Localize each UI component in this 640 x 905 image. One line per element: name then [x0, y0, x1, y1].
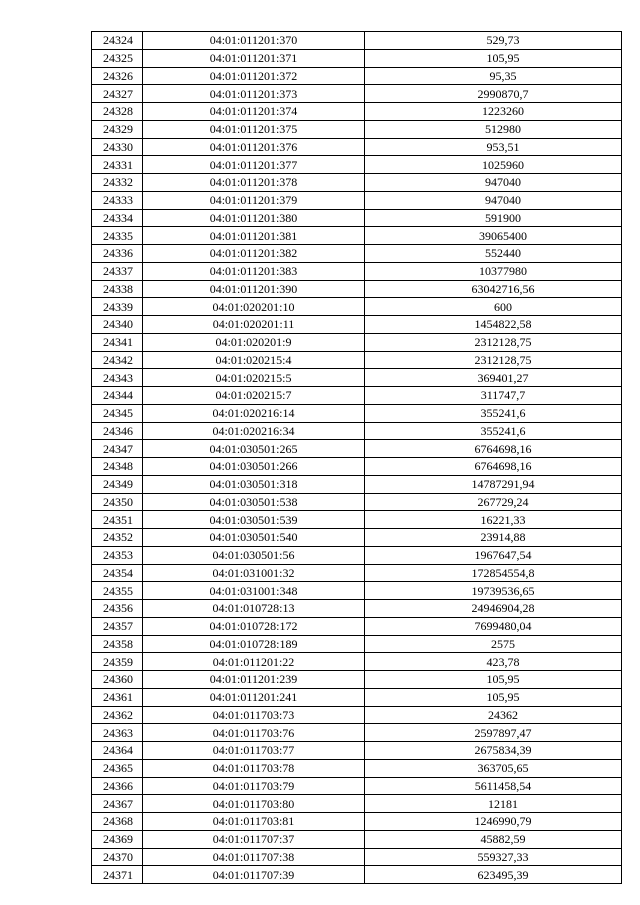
cadastral-number-cell: 04:01:030501:56	[143, 546, 365, 564]
cadastral-number-cell: 04:01:020215:4	[143, 351, 365, 369]
table-row	[92, 458, 622, 476]
row-number-cell: 24360	[92, 671, 143, 689]
row-number-cell: 24325	[92, 49, 143, 67]
value-cell: 1967647,54	[365, 546, 622, 564]
row-number-cell: 24356	[92, 600, 143, 618]
table-row	[92, 688, 622, 706]
row-number-cell: 24327	[92, 85, 143, 103]
row-number-cell: 24358	[92, 635, 143, 653]
table-row	[92, 440, 622, 458]
row-number-cell: 24338	[92, 280, 143, 298]
value-cell: 95,35	[365, 67, 622, 85]
cadastral-number-cell: 04:01:011201:372	[143, 67, 365, 85]
table-body	[92, 32, 622, 884]
table-row	[92, 103, 622, 121]
table-row	[92, 813, 622, 831]
table-row	[92, 635, 622, 653]
row-number-cell: 24336	[92, 245, 143, 263]
row-number-cell: 24368	[92, 813, 143, 831]
value-cell: 24362	[365, 706, 622, 724]
value-cell: 6764698,16	[365, 440, 622, 458]
table-row	[92, 493, 622, 511]
row-number-cell: 24365	[92, 759, 143, 777]
row-number-cell: 24369	[92, 830, 143, 848]
cadastral-number-cell: 04:01:020201:11	[143, 316, 365, 334]
value-cell: 311747,7	[365, 387, 622, 405]
cadastral-number-cell: 04:01:020201:9	[143, 333, 365, 351]
table-row	[92, 138, 622, 156]
cadastral-number-cell: 04:01:011201:371	[143, 49, 365, 67]
cadastral-number-cell: 04:01:011201:390	[143, 280, 365, 298]
cadastral-number-cell: 04:01:011201:22	[143, 653, 365, 671]
value-cell: 2597897,47	[365, 724, 622, 742]
cadastral-number-cell: 04:01:020215:7	[143, 387, 365, 405]
cadastral-number-cell: 04:01:011201:374	[143, 103, 365, 121]
row-number-cell: 24330	[92, 138, 143, 156]
cadastral-number-cell: 04:01:011703:81	[143, 813, 365, 831]
value-cell: 23914,88	[365, 529, 622, 547]
table-row	[92, 546, 622, 564]
table-row	[92, 777, 622, 795]
row-number-cell: 24361	[92, 688, 143, 706]
table-row	[92, 404, 622, 422]
value-cell: 369401,27	[365, 369, 622, 387]
cadastral-number-cell: 04:01:030501:540	[143, 529, 365, 547]
value-cell: 105,95	[365, 49, 622, 67]
table-row	[92, 316, 622, 334]
cadastral-number-cell: 04:01:031001:32	[143, 564, 365, 582]
table-row	[92, 830, 622, 848]
cadastral-number-cell: 04:01:010728:172	[143, 617, 365, 635]
table-row	[92, 582, 622, 600]
value-cell: 2312128,75	[365, 333, 622, 351]
cadastral-number-cell: 04:01:030501:538	[143, 493, 365, 511]
table-row	[92, 387, 622, 405]
table-row	[92, 351, 622, 369]
value-cell: 1025960	[365, 156, 622, 174]
value-cell: 355241,6	[365, 422, 622, 440]
table-row	[92, 706, 622, 724]
cadastral-number-cell: 04:01:011201:375	[143, 120, 365, 138]
cadastral-number-cell: 04:01:011201:382	[143, 245, 365, 263]
row-number-cell: 24353	[92, 546, 143, 564]
table-row	[92, 262, 622, 280]
table-row	[92, 156, 622, 174]
table-row	[92, 32, 622, 50]
row-number-cell: 24366	[92, 777, 143, 795]
value-cell: 45882,59	[365, 830, 622, 848]
cadastral-number-cell: 04:01:030501:539	[143, 511, 365, 529]
cadastral-number-cell: 04:01:011201:378	[143, 174, 365, 192]
value-cell: 423,78	[365, 653, 622, 671]
cadastral-number-cell: 04:01:010728:189	[143, 635, 365, 653]
cadastral-number-cell: 04:01:011201:241	[143, 688, 365, 706]
value-cell: 600	[365, 298, 622, 316]
row-number-cell: 24349	[92, 475, 143, 493]
row-number-cell: 24348	[92, 458, 143, 476]
value-cell: 267729,24	[365, 493, 622, 511]
value-cell: 24946904,28	[365, 600, 622, 618]
value-cell: 1454822,58	[365, 316, 622, 334]
value-cell: 947040	[365, 174, 622, 192]
value-cell: 512980	[365, 120, 622, 138]
table-row	[92, 191, 622, 209]
cadastral-number-cell: 04:01:011703:73	[143, 706, 365, 724]
table-row	[92, 174, 622, 192]
value-cell: 16221,33	[365, 511, 622, 529]
value-cell: 7699480,04	[365, 617, 622, 635]
row-number-cell: 24355	[92, 582, 143, 600]
table-row	[92, 280, 622, 298]
row-number-cell: 24371	[92, 866, 143, 884]
table-row	[92, 49, 622, 67]
row-number-cell: 24343	[92, 369, 143, 387]
row-number-cell: 24345	[92, 404, 143, 422]
cadastral-number-cell: 04:01:030501:266	[143, 458, 365, 476]
row-number-cell: 24344	[92, 387, 143, 405]
table-row	[92, 245, 622, 263]
value-cell: 363705,65	[365, 759, 622, 777]
cadastral-number-cell: 04:01:011703:76	[143, 724, 365, 742]
cadastral-value-table	[91, 31, 622, 884]
table-row	[92, 671, 622, 689]
row-number-cell: 24354	[92, 564, 143, 582]
row-number-cell: 24357	[92, 617, 143, 635]
row-number-cell: 24342	[92, 351, 143, 369]
row-number-cell: 24324	[92, 32, 143, 50]
row-number-cell: 24364	[92, 742, 143, 760]
value-cell: 2312128,75	[365, 351, 622, 369]
value-cell: 12181	[365, 795, 622, 813]
row-number-cell: 24370	[92, 848, 143, 866]
value-cell: 559327,33	[365, 848, 622, 866]
value-cell: 14787291,94	[365, 475, 622, 493]
row-number-cell: 24359	[92, 653, 143, 671]
cadastral-number-cell: 04:01:011201:377	[143, 156, 365, 174]
row-number-cell: 24363	[92, 724, 143, 742]
row-number-cell: 24332	[92, 174, 143, 192]
value-cell: 5611458,54	[365, 777, 622, 795]
cadastral-number-cell: 04:01:011201:376	[143, 138, 365, 156]
value-cell: 623495,39	[365, 866, 622, 884]
value-cell: 19739536,65	[365, 582, 622, 600]
table-row	[92, 85, 622, 103]
table-row	[92, 511, 622, 529]
row-number-cell: 24337	[92, 262, 143, 280]
value-cell: 105,95	[365, 688, 622, 706]
value-cell: 355241,6	[365, 404, 622, 422]
table-row	[92, 120, 622, 138]
value-cell: 1223260	[365, 103, 622, 121]
value-cell: 953,51	[365, 138, 622, 156]
row-number-cell: 24326	[92, 67, 143, 85]
value-cell: 2990870,7	[365, 85, 622, 103]
row-number-cell: 24340	[92, 316, 143, 334]
table-row	[92, 564, 622, 582]
value-cell: 10377980	[365, 262, 622, 280]
table-row	[92, 209, 622, 227]
row-number-cell: 24341	[92, 333, 143, 351]
row-number-cell: 24328	[92, 103, 143, 121]
cadastral-number-cell: 04:01:020216:34	[143, 422, 365, 440]
table-row	[92, 742, 622, 760]
cadastral-number-cell: 04:01:011201:373	[143, 85, 365, 103]
cadastral-number-cell: 04:01:011201:239	[143, 671, 365, 689]
table-row	[92, 848, 622, 866]
row-number-cell: 24350	[92, 493, 143, 511]
cadastral-number-cell: 04:01:011201:383	[143, 262, 365, 280]
value-cell: 529,73	[365, 32, 622, 50]
cadastral-number-cell: 04:01:030501:318	[143, 475, 365, 493]
value-cell: 105,95	[365, 671, 622, 689]
table-row	[92, 724, 622, 742]
cadastral-number-cell: 04:01:011201:380	[143, 209, 365, 227]
table-row	[92, 759, 622, 777]
cadastral-number-cell: 04:01:020215:5	[143, 369, 365, 387]
value-cell: 591900	[365, 209, 622, 227]
row-number-cell: 24329	[92, 120, 143, 138]
table-row	[92, 422, 622, 440]
table-row	[92, 333, 622, 351]
value-cell: 6764698,16	[365, 458, 622, 476]
row-number-cell: 24351	[92, 511, 143, 529]
value-cell: 2675834,39	[365, 742, 622, 760]
cadastral-number-cell: 04:01:020201:10	[143, 298, 365, 316]
value-cell: 172854554,8	[365, 564, 622, 582]
cadastral-number-cell: 04:01:011707:39	[143, 866, 365, 884]
cadastral-number-cell: 04:01:030501:265	[143, 440, 365, 458]
cadastral-number-cell: 04:01:011201:381	[143, 227, 365, 245]
table-row	[92, 795, 622, 813]
value-cell: 552440	[365, 245, 622, 263]
table-row	[92, 227, 622, 245]
cadastral-number-cell: 04:01:011703:79	[143, 777, 365, 795]
value-cell: 1246990,79	[365, 813, 622, 831]
table-row	[92, 653, 622, 671]
cadastral-number-cell: 04:01:011703:78	[143, 759, 365, 777]
row-number-cell: 24367	[92, 795, 143, 813]
row-number-cell: 24362	[92, 706, 143, 724]
row-number-cell: 24335	[92, 227, 143, 245]
cadastral-number-cell: 04:01:011201:379	[143, 191, 365, 209]
cadastral-number-cell: 04:01:011201:370	[143, 32, 365, 50]
row-number-cell: 24347	[92, 440, 143, 458]
cadastral-number-cell: 04:01:011703:80	[143, 795, 365, 813]
row-number-cell: 24339	[92, 298, 143, 316]
cadastral-number-cell: 04:01:011707:38	[143, 848, 365, 866]
value-cell: 63042716,56	[365, 280, 622, 298]
cadastral-number-cell: 04:01:031001:348	[143, 582, 365, 600]
value-cell: 947040	[365, 191, 622, 209]
row-number-cell: 24331	[92, 156, 143, 174]
cadastral-number-cell: 04:01:020216:14	[143, 404, 365, 422]
table-row	[92, 298, 622, 316]
table-row	[92, 600, 622, 618]
row-number-cell: 24334	[92, 209, 143, 227]
table-row	[92, 475, 622, 493]
value-cell: 2575	[365, 635, 622, 653]
row-number-cell: 24346	[92, 422, 143, 440]
table-row	[92, 529, 622, 547]
table-row	[92, 866, 622, 884]
row-number-cell: 24333	[92, 191, 143, 209]
cadastral-number-cell: 04:01:011703:77	[143, 742, 365, 760]
table-row	[92, 67, 622, 85]
table-row	[92, 369, 622, 387]
value-cell: 39065400	[365, 227, 622, 245]
row-number-cell: 24352	[92, 529, 143, 547]
table-row	[92, 617, 622, 635]
cadastral-number-cell: 04:01:011707:37	[143, 830, 365, 848]
cadastral-number-cell: 04:01:010728:13	[143, 600, 365, 618]
